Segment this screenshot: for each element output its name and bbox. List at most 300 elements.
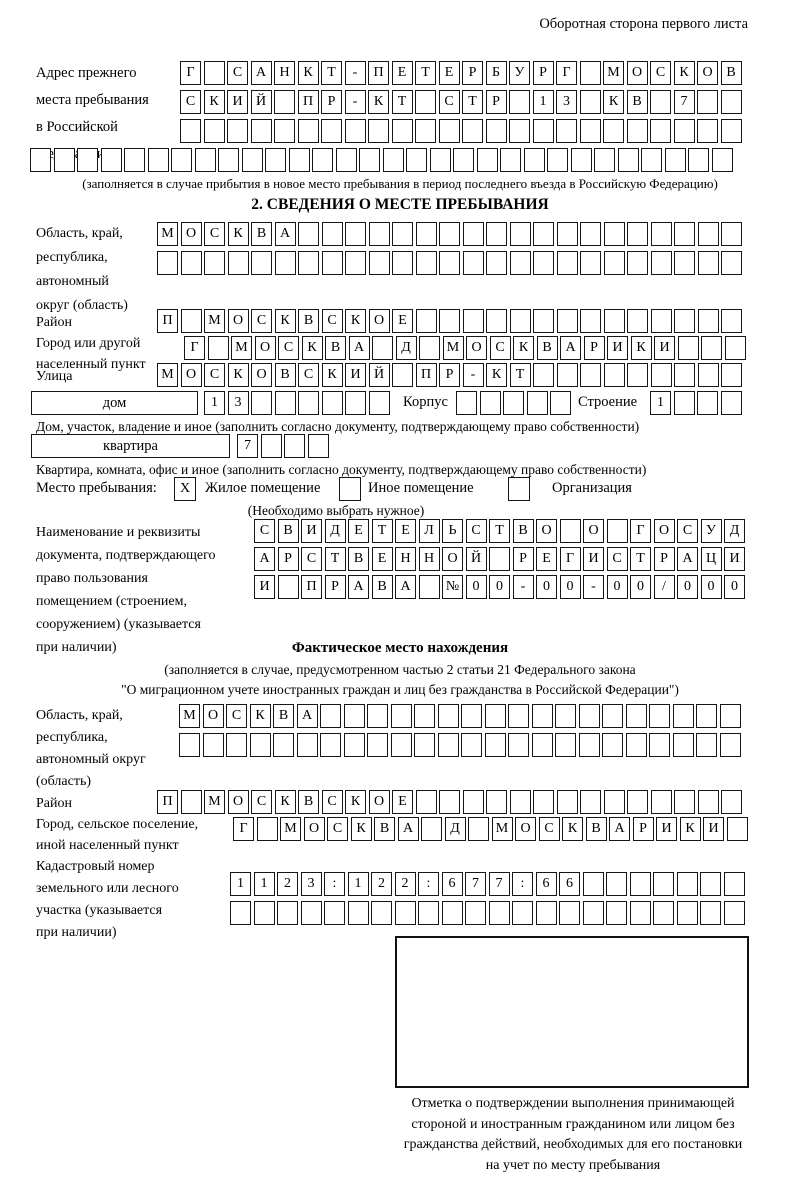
- char-box: [391, 704, 412, 728]
- char-box: [77, 148, 98, 172]
- char-box: [181, 790, 202, 814]
- char-box: [485, 704, 506, 728]
- char-box: Г: [560, 547, 581, 571]
- char-box: [696, 733, 717, 757]
- char-box: [463, 790, 484, 814]
- char-box: 7: [489, 872, 510, 896]
- char-box: Л: [419, 519, 440, 543]
- char-box: [392, 363, 413, 387]
- char-box: [480, 391, 501, 415]
- char-box: [257, 817, 278, 841]
- char-box: [650, 90, 671, 114]
- char-box: [204, 61, 225, 85]
- char-box: С: [204, 222, 225, 246]
- field-label-stroenie: Строение: [578, 394, 638, 410]
- char-box: [251, 391, 272, 415]
- char-box: [697, 391, 718, 415]
- char-box: [721, 790, 742, 814]
- char-box: [532, 704, 553, 728]
- char-box: [226, 733, 247, 757]
- option-label-other-premises: Иное помещение: [368, 480, 474, 496]
- char-box: [486, 309, 507, 333]
- char-box: [527, 391, 548, 415]
- char-box: [273, 733, 294, 757]
- char-box: К: [204, 90, 225, 114]
- char-box: [461, 733, 482, 757]
- char-box: -: [513, 575, 534, 599]
- char-box: [242, 148, 263, 172]
- char-box: [602, 704, 623, 728]
- char-box: [430, 148, 451, 172]
- char-box: К: [298, 61, 319, 85]
- section-title: 2. СВЕДЕНИЯ О МЕСТЕ ПРЕБЫВАНИЯ: [251, 196, 549, 213]
- char-grid-row: [204, 391, 390, 415]
- char-box: П: [157, 790, 178, 814]
- option-label-residential: Жилое помещение: [205, 480, 321, 496]
- char-box: 7: [465, 872, 486, 896]
- char-box: 0: [489, 575, 510, 599]
- char-box: 1: [204, 391, 225, 415]
- char-box: [674, 222, 695, 246]
- char-box: Р: [633, 817, 654, 841]
- char-box: [465, 901, 486, 925]
- char-box: Т: [630, 547, 651, 571]
- char-box: [510, 222, 531, 246]
- char-box: В: [721, 61, 742, 85]
- char-box: [418, 901, 439, 925]
- char-box: И: [654, 336, 675, 360]
- apartment-type-box: квартира: [31, 434, 230, 458]
- char-box: Е: [348, 519, 369, 543]
- char-box: [698, 222, 719, 246]
- char-box: :: [512, 872, 533, 896]
- char-box: [345, 391, 366, 415]
- char-box: М: [603, 61, 624, 85]
- char-box: [391, 733, 412, 757]
- char-box: [230, 901, 251, 925]
- char-box: К: [250, 704, 271, 728]
- char-box: [181, 251, 202, 275]
- char-box: М: [280, 817, 301, 841]
- char-box: М: [231, 336, 252, 360]
- char-box: С: [301, 547, 322, 571]
- char-box: [179, 733, 200, 757]
- char-box: Т: [462, 90, 483, 114]
- char-grid-row: [180, 90, 742, 114]
- char-box: [416, 251, 437, 275]
- char-box: 0: [701, 575, 722, 599]
- char-box: К: [631, 336, 652, 360]
- char-box: [414, 704, 435, 728]
- char-box: [618, 148, 639, 172]
- char-box: [371, 901, 392, 925]
- char-box: [580, 251, 601, 275]
- char-box: [148, 148, 169, 172]
- char-box: [512, 901, 533, 925]
- char-box: [580, 790, 601, 814]
- char-box: О: [515, 817, 536, 841]
- char-box: Р: [513, 547, 534, 571]
- char-box: [571, 148, 592, 172]
- char-box: [509, 119, 530, 143]
- confirmation-stamp-box: [395, 936, 749, 1088]
- char-box: 6: [442, 872, 463, 896]
- char-box: [673, 704, 694, 728]
- char-box: Н: [395, 547, 416, 571]
- char-box: М: [204, 790, 225, 814]
- char-box: [508, 733, 529, 757]
- char-box: К: [322, 363, 343, 387]
- char-box: [277, 901, 298, 925]
- char-box: [557, 363, 578, 387]
- char-box: [101, 148, 122, 172]
- char-grid-row: [233, 817, 748, 841]
- char-box: [604, 309, 625, 333]
- char-box: [322, 391, 343, 415]
- char-box: [602, 733, 623, 757]
- char-box: [345, 251, 366, 275]
- char-box: [348, 901, 369, 925]
- checkbox-organization: [508, 477, 530, 501]
- house-type-box: дом: [31, 391, 198, 415]
- char-box: [320, 733, 341, 757]
- field-label-region: Область, край, республика, автономный округ (область): [36, 226, 128, 313]
- char-box: [278, 575, 299, 599]
- char-box: [580, 119, 601, 143]
- char-box: Й: [466, 547, 487, 571]
- char-box: [208, 336, 229, 360]
- char-box: С: [327, 817, 348, 841]
- char-box: К: [513, 336, 534, 360]
- char-box: 1: [348, 872, 369, 896]
- char-box: [698, 309, 719, 333]
- actual-location-caption-2: "О миграционном учете иностранных граждан и лиц без гражданства в Российской Федерации"): [121, 682, 679, 697]
- char-box: С: [227, 61, 248, 85]
- char-box: О: [627, 61, 648, 85]
- char-box: [641, 148, 662, 172]
- char-box: М: [204, 309, 225, 333]
- char-box: К: [680, 817, 701, 841]
- char-box: [533, 309, 554, 333]
- char-box: [510, 790, 531, 814]
- char-box: [308, 434, 329, 458]
- char-box: :: [324, 872, 345, 896]
- char-box: [369, 251, 390, 275]
- char-box: [477, 148, 498, 172]
- char-box: [606, 901, 627, 925]
- char-box: [651, 251, 672, 275]
- char-box: В: [372, 575, 393, 599]
- char-box: [533, 119, 554, 143]
- char-box: Т: [510, 363, 531, 387]
- char-box: [557, 222, 578, 246]
- char-box: [461, 704, 482, 728]
- char-box: [604, 251, 625, 275]
- char-box: [171, 148, 192, 172]
- char-grid-row: [157, 790, 742, 814]
- char-box: И: [301, 519, 322, 543]
- char-box: М: [492, 817, 513, 841]
- char-box: [463, 222, 484, 246]
- char-box: К: [345, 790, 366, 814]
- char-box: Г: [233, 817, 254, 841]
- char-box: [485, 733, 506, 757]
- char-box: [298, 391, 319, 415]
- char-box: О: [255, 336, 276, 360]
- char-box: [583, 901, 604, 925]
- char-box: С: [322, 790, 343, 814]
- char-box: К: [228, 363, 249, 387]
- char-box: К: [674, 61, 695, 85]
- char-box: [697, 119, 718, 143]
- field-label-city: Город или другой населенный пункт: [36, 336, 146, 372]
- field-label-street: Улица: [36, 369, 73, 384]
- char-box: Д: [445, 817, 466, 841]
- char-box: В: [251, 222, 272, 246]
- char-box: Р: [325, 575, 346, 599]
- char-box: А: [395, 575, 416, 599]
- char-box: 0: [677, 575, 698, 599]
- char-box: [463, 309, 484, 333]
- char-box: 6: [559, 872, 580, 896]
- char-box: [301, 901, 322, 925]
- field-label-prev-address: Адрес прежнего места пребывания в Российской: [36, 65, 149, 135]
- char-box: И: [656, 817, 677, 841]
- char-box: [579, 704, 600, 728]
- char-grid-row: [157, 222, 742, 246]
- char-box: [284, 434, 305, 458]
- char-box: [700, 872, 721, 896]
- char-box: [651, 222, 672, 246]
- char-box: Р: [439, 363, 460, 387]
- char-grid-row: [230, 901, 745, 925]
- char-box: [251, 119, 272, 143]
- char-box: Р: [533, 61, 554, 85]
- char-box: [721, 119, 742, 143]
- char-box: Д: [724, 519, 745, 543]
- char-box: 2: [277, 872, 298, 896]
- char-box: [674, 363, 695, 387]
- checkbox-other-premises: [339, 477, 361, 501]
- field-label-cadastral: Кадастровый номер земельного или лесного участка (указывается при наличии): [36, 859, 179, 940]
- char-box: Е: [536, 547, 557, 571]
- char-box: [419, 336, 440, 360]
- char-box: [698, 251, 719, 275]
- char-box: [439, 119, 460, 143]
- char-box: [54, 148, 75, 172]
- char-box: С: [180, 90, 201, 114]
- char-box: [724, 872, 745, 896]
- char-box: О: [228, 790, 249, 814]
- char-box: Р: [654, 547, 675, 571]
- char-box: М: [157, 222, 178, 246]
- char-box: [557, 309, 578, 333]
- char-box: С: [607, 547, 628, 571]
- field-label-actual-city: Город, сельское поселение, иной населенный пункт: [36, 817, 199, 853]
- char-box: 1: [650, 391, 671, 415]
- char-box: [322, 251, 343, 275]
- apartment-caption: Квартира, комната, офис и иное (заполнить согласно документу, подтверждающему право собственности): [36, 462, 647, 477]
- char-grid-row: [456, 391, 571, 415]
- char-box: Е: [392, 309, 413, 333]
- char-box: [486, 119, 507, 143]
- corner-note: Оборотная сторона первого листа: [539, 16, 748, 32]
- char-box: [489, 547, 510, 571]
- char-box: [275, 391, 296, 415]
- char-box: К: [486, 363, 507, 387]
- char-box: [604, 363, 625, 387]
- char-box: [181, 309, 202, 333]
- char-box: [533, 222, 554, 246]
- char-box: Г: [556, 61, 577, 85]
- char-grid-row: [157, 251, 742, 275]
- actual-location-caption-1: (заполняется в случае, предусмотренном частью 2 статьи 21 Федерального закона: [164, 662, 636, 677]
- char-box: [560, 519, 581, 543]
- char-box: [627, 251, 648, 275]
- char-box: Й: [251, 90, 272, 114]
- char-box: [298, 222, 319, 246]
- char-box: [416, 222, 437, 246]
- char-box: -: [463, 363, 484, 387]
- char-box: [697, 90, 718, 114]
- char-box: [579, 733, 600, 757]
- char-box: [653, 872, 674, 896]
- char-box: П: [301, 575, 322, 599]
- char-box: [489, 901, 510, 925]
- char-box: [606, 872, 627, 896]
- char-box: Г: [184, 336, 205, 360]
- char-box: Р: [462, 61, 483, 85]
- char-box: Н: [274, 61, 295, 85]
- char-box: [674, 790, 695, 814]
- char-box: [555, 733, 576, 757]
- char-box: [674, 391, 695, 415]
- char-box: [698, 363, 719, 387]
- char-box: К: [228, 222, 249, 246]
- char-box: [604, 222, 625, 246]
- char-box: [510, 309, 531, 333]
- char-box: С: [650, 61, 671, 85]
- char-box: [462, 119, 483, 143]
- char-box: [627, 119, 648, 143]
- char-box: А: [398, 817, 419, 841]
- char-grid-row: [179, 733, 741, 757]
- char-box: П: [298, 90, 319, 114]
- char-box: В: [348, 547, 369, 571]
- char-box: И: [254, 575, 275, 599]
- char-box: [297, 733, 318, 757]
- char-box: П: [416, 363, 437, 387]
- char-box: [416, 309, 437, 333]
- char-grid-row: [254, 519, 745, 543]
- char-box: Р: [321, 90, 342, 114]
- char-box: [627, 363, 648, 387]
- char-box: К: [345, 309, 366, 333]
- char-box: [650, 119, 671, 143]
- char-box: [651, 309, 672, 333]
- char-box: [547, 148, 568, 172]
- char-box: [324, 901, 345, 925]
- char-box: [698, 790, 719, 814]
- char-grid-row: [157, 363, 742, 387]
- char-box: О: [181, 222, 202, 246]
- char-box: Р: [584, 336, 605, 360]
- char-box: [274, 119, 295, 143]
- char-grid-row: [650, 391, 742, 415]
- char-box: С: [298, 363, 319, 387]
- char-box: 2: [395, 872, 416, 896]
- char-box: [503, 391, 524, 415]
- char-grid-row: [157, 309, 742, 333]
- char-box: [392, 119, 413, 143]
- char-box: [369, 391, 390, 415]
- char-box: [677, 901, 698, 925]
- char-box: 0: [536, 575, 557, 599]
- char-box: [594, 148, 615, 172]
- char-box: [626, 733, 647, 757]
- char-grid-row: [237, 434, 329, 458]
- char-box: [696, 704, 717, 728]
- char-box: [721, 391, 742, 415]
- char-box: А: [251, 61, 272, 85]
- char-box: [312, 148, 333, 172]
- char-box: [372, 336, 393, 360]
- field-label-korpus: Корпус: [403, 394, 448, 410]
- char-box: 0: [724, 575, 745, 599]
- char-box: [649, 733, 670, 757]
- char-box: [674, 309, 695, 333]
- char-box: [725, 336, 746, 360]
- char-box: [392, 222, 413, 246]
- char-grid-row: [180, 61, 742, 85]
- stay-type-note: (Необходимо выбрать нужное): [247, 503, 425, 518]
- char-box: [721, 251, 742, 275]
- char-box: [607, 519, 628, 543]
- char-box: [580, 222, 601, 246]
- char-box: [712, 148, 733, 172]
- char-box: К: [302, 336, 323, 360]
- char-box: С: [677, 519, 698, 543]
- char-box: М: [443, 336, 464, 360]
- char-box: О: [654, 519, 675, 543]
- char-box: [367, 704, 388, 728]
- char-box: [367, 733, 388, 757]
- char-box: С: [466, 519, 487, 543]
- char-box: 7: [674, 90, 695, 114]
- char-box: [414, 733, 435, 757]
- char-box: У: [701, 519, 722, 543]
- char-box: В: [374, 817, 395, 841]
- char-box: С: [490, 336, 511, 360]
- char-box: -: [345, 90, 366, 114]
- char-box: А: [677, 547, 698, 571]
- char-box: [254, 901, 275, 925]
- char-box: [721, 90, 742, 114]
- char-box: Г: [630, 519, 651, 543]
- char-box: В: [586, 817, 607, 841]
- checkbox-residential: X: [174, 477, 196, 501]
- char-box: [557, 790, 578, 814]
- char-box: [508, 704, 529, 728]
- char-box: [557, 251, 578, 275]
- prev-address-caption: (заполняется в случае прибытия в новое место пребывания в период последнего въезда в Российскую Федерацию): [82, 176, 718, 191]
- char-box: [336, 148, 357, 172]
- char-box: О: [369, 309, 390, 333]
- char-box: Ь: [442, 519, 463, 543]
- char-box: [392, 251, 413, 275]
- char-box: О: [203, 704, 224, 728]
- char-box: 0: [466, 575, 487, 599]
